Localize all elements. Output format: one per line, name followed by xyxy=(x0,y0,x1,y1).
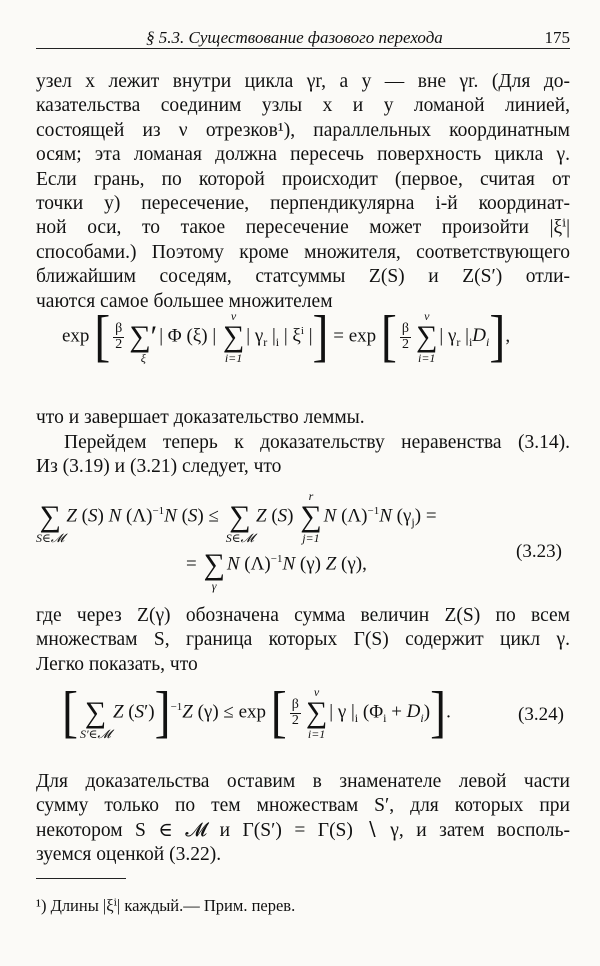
equation-exp-bound: exp [ $\frac{\beta}{2}$ ∑′ ξ | Φ (ξ) | ν ∑ i=1 | $\gamma_r$ $|_i$ | $\xi^i$ |] = exp [ $\frac{\beta}{2}$ ν ∑ i=1 | $\gamma_r$ $|_iD_i$], xyxy=(62,304,511,369)
equation-number: (3.23) xyxy=(516,541,562,562)
text-line: осям; эта ломаная должна пересечь поверхность цикла γ. xyxy=(36,144,570,166)
text-line: некотором S ∈ 𝓜 и Γ(S′) = Γ(S) ∖ γ, и затем восполь- xyxy=(36,819,570,841)
text-line: Если грань, по которой происходит (первое, считая от xyxy=(36,168,570,190)
text-line: Из (3.19) и (3.21) следует, что xyxy=(36,456,282,478)
equation-3-23-line1: ∑ S∈𝓜 Z (S) N $(\Lambda)^{-1}N$ (S) ≤ ∑ S∈𝓜 Z (S) r ∑ j=1 N $(\Lambda)^{-1}N$ $(\gamma_j)$ = xyxy=(36,489,437,545)
text-line: множествам S, граница которых Γ(S) содержит цикл γ. xyxy=(36,629,570,651)
equation-3-24: [ ∑ S′∈𝓜 Z (S′)]$^{-1}$Z (γ) ≤ exp [ $\frac{\beta}{2}$ ν ∑ i=1 | γ $|_i$ $(\Phi_i + D_i)$]. xyxy=(62,680,451,745)
text-line: точки y) пересечение, перпендикулярна i-й координат- xyxy=(36,193,570,215)
header-title: § 5.3. Существование фазового перехода xyxy=(146,28,443,47)
text-line: Для доказательства оставим в знаменателе левой части xyxy=(36,771,570,792)
paragraph-5 xyxy=(36,770,570,868)
text-line: ближайшим соседям, статсуммы Z(S) и Z(S′) отли- xyxy=(36,266,570,288)
text-line: сумму только по тем множествам S′, для которых при xyxy=(36,795,570,817)
text-line: что и завершает доказательство леммы. xyxy=(36,407,365,428)
text-line: Перейдем теперь к доказательству неравенства (3.14). xyxy=(64,432,570,453)
equation-number: (3.24) xyxy=(518,704,564,725)
footnote: ¹) Длины |ξⁱ| каждый.— Прим. перев. xyxy=(36,896,296,915)
text-line: Легко показать, что xyxy=(36,653,198,675)
text-line: казательства соединим узлы x и y ломаной линией, xyxy=(36,95,570,117)
text-line: зуемся оценкой (3.22). xyxy=(36,844,222,866)
running-header xyxy=(36,24,570,49)
text-line: состоящей из ν отрезков¹), параллельных координатным xyxy=(36,119,570,141)
paragraph-1 xyxy=(36,70,570,314)
paragraph-2 xyxy=(36,406,570,430)
equation-3-23-line2: = ∑ γ N $(\Lambda)^{-1}N$ (γ) Z (γ), xyxy=(186,548,367,593)
paragraph-3 xyxy=(36,431,570,480)
text-line: ной оси, то такое пересечение может произойти |ξⁱ| xyxy=(36,217,570,239)
text-line: способами.) Поэтому кроме множителя, соответствующего xyxy=(36,241,570,263)
text-line: узел x лежит внутри цикла γr, а y — вне γr. (Для до- xyxy=(36,71,570,92)
page-number: 175 xyxy=(544,28,570,47)
text-line: где через Z(γ) обозначена сумма величин Z(S) по всем xyxy=(36,605,570,626)
footnote-divider xyxy=(36,878,126,879)
paragraph-4 xyxy=(36,604,570,677)
text-line: чаются самое большее множителем xyxy=(36,290,333,312)
